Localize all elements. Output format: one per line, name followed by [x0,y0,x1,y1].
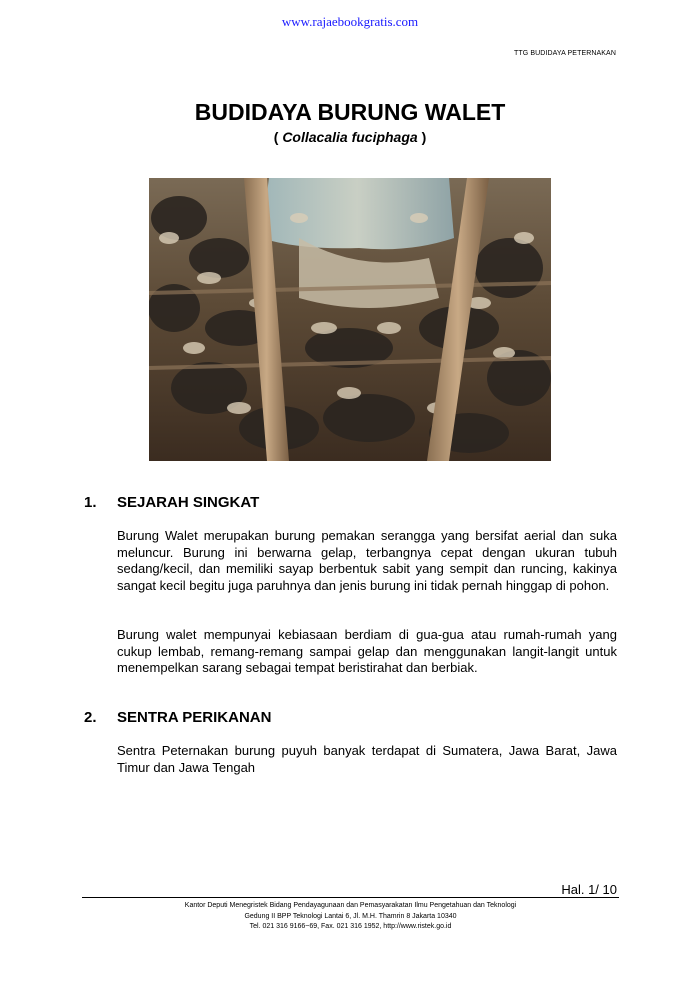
section-heading-sejarah [84,494,259,511]
section-title: SEJARAH SINGKAT [117,494,260,511]
section-title: SENTRA PERIKANAN [117,709,272,726]
running-header: TTG BUDIDAYA PETERNAKAN [513,50,616,57]
scientific-name: Collacalia fuciphaga [282,129,418,145]
section-number: 1. [84,494,97,511]
section-heading-sentra [84,709,271,726]
paragraph: Burung Walet merupakan burung pemakan serangga yang bersifat aerial dan suka meluncur. Burung ini berwarna gelap, terbangnya cepat dengan ukuran tubuh sedang/kecil, dan memiliki sayap berbentuk sabit yang sempit dan runcing, kakinya sangat kecil begitu juga paruhnya dan jenis burung ini tidak pernah hinggap di pohon. [117,528,617,593]
section-number: 2. [84,709,97,726]
footer [82,901,619,933]
paragraph: Burung walet mempunyai kebiasaan berdiam di gua-gua atau rumah-rumah yang cukup lembab, remang-remang sampai gelap dan menggunakan langit-langit untuk menempelkan sarang sebagai tempat beristirahat dan berbiak. [117,627,617,675]
footer-divider [82,897,619,898]
footer-line: Tel. 021 316 9166~69, Fax. 021 316 1952, http://www.ristek.go.id [249,923,452,930]
swiftlet-nests-photo [149,178,551,461]
subtitle-close-paren: ) [417,129,427,145]
paragraph: Sentra Peternakan burung puyuh banyak terdapat di Sumatera, Jawa Barat, Jawa Timur dan Jawa Tengah [117,743,617,775]
watermark-link[interactable]: www.rajaebookgratis.com [281,14,419,29]
subtitle-open-paren: ( [273,129,283,145]
footer-line: Gedung II BPP Teknologi Lantai 6, Jl. M.H. Thamrin 8 Jakarta 10340 [244,912,457,920]
page-number: Hal. 1/ 10 [561,882,617,897]
document-subtitle [0,129,700,145]
document-title: BUDIDAYA BURUNG WALET [194,99,506,125]
footer-line: Kantor Deputi Menegristek Bidang Pendayagunaan dan Pemasyarakatan Ilmu Pengetahuan dan Teknologi [184,902,517,909]
